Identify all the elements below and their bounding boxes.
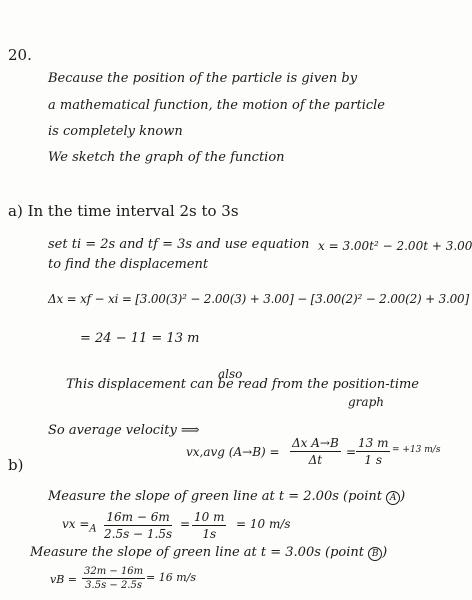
intro-line-2: a mathematical function, the motion of the particle: [48, 98, 385, 113]
measure-slope-line-a: [48, 490, 405, 505]
velocity-b-fraction: [82, 566, 145, 591]
intro-line-1: Because the position of the particle is given by: [48, 71, 358, 86]
velocity-a-fraction-2: [192, 510, 226, 541]
part-a-find-line: to find the displacement: [48, 257, 209, 272]
velocity-a-subscript: A: [89, 523, 97, 535]
measure-slope-close-a: ): [400, 489, 406, 504]
velocity-b-lhs: vB =: [50, 573, 78, 586]
part-a-set-line: set ti = 2s and tf = 3s and use equation: [48, 237, 310, 252]
position-equation: x = 3.00t² − 2.00t + 3.00: [318, 239, 472, 253]
average-velocity-label: So average velocity ⟹: [48, 423, 200, 438]
average-velocity-fraction-2: [356, 436, 390, 467]
intro-line-3: is completely known: [48, 124, 183, 139]
velocity-a-equals: =: [180, 517, 191, 531]
displacement-result: = 24 − 11 = 13 m: [80, 331, 200, 346]
graph-word: graph: [348, 395, 384, 409]
displacement-equation: Δx = xf − xi = [3.00(3)² − 2.00(3) + 3.00] − [3.00(2)² − 2.00(2) + 3.00]: [48, 292, 469, 306]
average-velocity-lhs: vx,avg (A→B) =: [186, 445, 280, 459]
velocity-a-symbol: vx =: [62, 517, 90, 531]
read-from-graph-line: This displacement can be read from the position-time: [66, 377, 419, 392]
fraction-denominator: 1 s: [364, 453, 383, 467]
fraction-numerator: 32m − 16m: [84, 566, 144, 577]
part-b-heading: b): [8, 456, 24, 474]
fraction-denominator: 2.5s − 1.5s: [104, 527, 173, 541]
fraction-numerator: 13 m: [358, 436, 389, 450]
also-insertion: also: [218, 367, 243, 381]
measure-slope-close-b: ): [382, 545, 388, 560]
average-velocity-equals: =: [346, 445, 357, 459]
intro-line-4: We sketch the graph of the function: [48, 150, 285, 165]
average-velocity-fraction-1: [290, 436, 341, 467]
velocity-a-lhs: [62, 518, 97, 534]
fraction-numerator: Δx A→B: [292, 436, 339, 450]
fraction-numerator: 16m − 6m: [104, 510, 172, 526]
average-velocity-result: = +13 m/s: [392, 445, 441, 455]
fraction-denominator: 3.5s − 2.5s: [85, 580, 142, 591]
point-b-marker: B: [368, 547, 382, 561]
velocity-a-result: = 10 m/s: [236, 517, 291, 531]
point-a-marker: A: [386, 491, 400, 505]
fraction-denominator: Δt: [308, 453, 323, 467]
part-a-heading: a) In the time interval 2s to 3s: [8, 202, 239, 220]
measure-slope-text-b: Measure the slope of green line at t = 3.00s (point: [30, 545, 364, 560]
velocity-a-fraction-1: [104, 510, 172, 541]
fraction-denominator: 1s: [202, 527, 217, 541]
measure-slope-text-a: Measure the slope of green line at t = 2.00s (point: [48, 489, 382, 504]
velocity-b-result: = 16 m/s: [146, 571, 196, 584]
measure-slope-line-b: [30, 546, 387, 561]
problem-number: 20.: [8, 46, 32, 64]
fraction-numerator: 10 m: [194, 510, 225, 524]
